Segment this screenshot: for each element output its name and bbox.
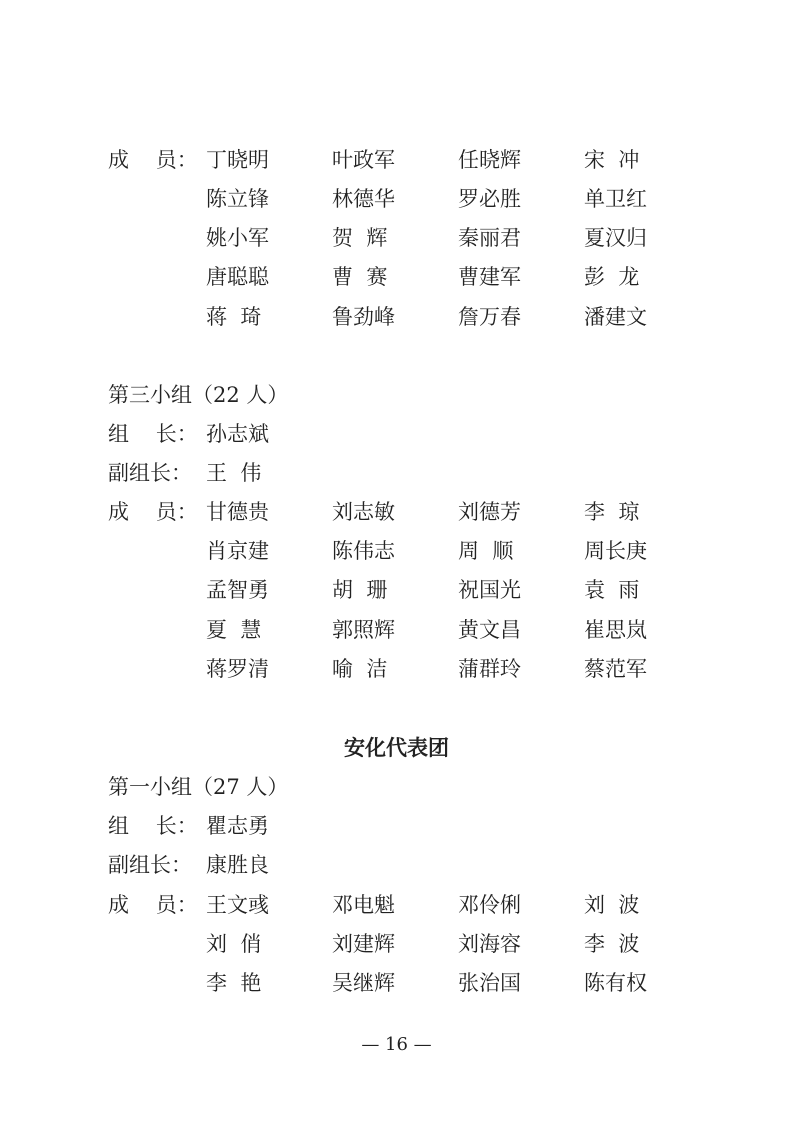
member-name: 胡 珊 (332, 578, 388, 602)
member-row (0, 257, 793, 297)
member-name: 罗必胜 (458, 187, 521, 211)
member-label: 成 员： (108, 148, 198, 172)
member-name: 单卫红 (584, 187, 647, 211)
member-name: 潘建文 (584, 305, 647, 329)
leader-name: 瞿志勇 (206, 814, 269, 838)
member-name: 张治国 (458, 971, 521, 995)
page-number: — 16 — (361, 1034, 432, 1055)
member-row (0, 924, 793, 964)
member-name: 崔思岚 (584, 618, 647, 642)
deputy-label: 副组长： (108, 853, 192, 877)
member-row (0, 570, 793, 610)
member-name: 刘 俏 (206, 932, 262, 956)
member-name: 鲁劲峰 (332, 305, 395, 329)
member-name: 袁 雨 (584, 578, 640, 602)
member-name: 唐聪聪 (206, 265, 269, 289)
member-name: 叶政军 (332, 148, 395, 172)
deputy-row (0, 453, 793, 493)
member-name: 邓伶俐 (458, 893, 521, 917)
member-name: 邓电魁 (332, 893, 395, 917)
member-name: 陈有权 (584, 971, 647, 995)
member-name: 蔡范军 (584, 657, 647, 681)
member-name: 孟智勇 (206, 578, 269, 602)
member-name: 丁晓明 (206, 148, 269, 172)
member-name: 黄文昌 (458, 618, 521, 642)
member-name: 肖京建 (206, 539, 269, 563)
deputy-label: 副组长： (108, 461, 192, 485)
member-name: 陈立锋 (206, 187, 269, 211)
group-heading: 第三小组（22 人） (108, 383, 289, 407)
member-name: 王文彧 (206, 893, 269, 917)
member-name: 曹建军 (458, 265, 521, 289)
member-name: 李 波 (584, 932, 640, 956)
member-row (0, 531, 793, 571)
member-name: 喻 洁 (332, 657, 388, 681)
leader-row (0, 806, 793, 846)
member-row (0, 610, 793, 650)
deputy-row (0, 845, 793, 885)
member-row (0, 492, 793, 532)
member-name: 祝国光 (458, 578, 521, 602)
member-name: 吴继辉 (332, 971, 395, 995)
member-name: 周长庚 (584, 539, 647, 563)
member-label: 成 员： (108, 500, 198, 524)
leader-name: 孙志斌 (206, 422, 269, 446)
member-row (0, 885, 793, 925)
member-name: 刘建辉 (332, 932, 395, 956)
member-name: 李 艳 (206, 971, 262, 995)
member-name: 刘海容 (458, 932, 521, 956)
member-row (0, 297, 793, 337)
member-name: 彭 龙 (584, 265, 640, 289)
leader-label: 组 长： (108, 422, 198, 446)
member-name: 刘德芳 (458, 500, 521, 524)
member-name: 林德华 (332, 187, 395, 211)
member-row (0, 218, 793, 258)
delegation-title: 安化代表团 (344, 736, 449, 760)
member-name: 詹万春 (458, 305, 521, 329)
member-name: 李 琼 (584, 500, 640, 524)
member-row (0, 179, 793, 219)
member-name: 甘德贵 (206, 500, 269, 524)
member-name: 夏汉归 (584, 226, 647, 250)
leader-label: 组 长： (108, 814, 198, 838)
member-name: 蒋 琦 (206, 305, 262, 329)
member-name: 姚小军 (206, 226, 269, 250)
member-name: 蒋罗清 (206, 657, 269, 681)
member-row (0, 963, 793, 1003)
group-heading: 第一小组（27 人） (108, 775, 289, 799)
member-name: 曹 赛 (332, 265, 388, 289)
member-name: 刘志敏 (332, 500, 395, 524)
deputy-name: 王 伟 (206, 461, 262, 485)
member-name: 陈伟志 (332, 539, 395, 563)
member-name: 夏 慧 (206, 618, 262, 642)
member-name: 宋 冲 (584, 148, 640, 172)
member-name: 贺 辉 (332, 226, 388, 250)
member-label: 成 员： (108, 893, 198, 917)
member-name: 蒲群玲 (458, 657, 521, 681)
member-name: 秦丽君 (458, 226, 521, 250)
member-name: 周 顺 (458, 539, 514, 563)
member-row (0, 140, 793, 180)
member-row (0, 649, 793, 689)
deputy-name: 康胜良 (206, 853, 269, 877)
member-name: 任晓辉 (458, 148, 521, 172)
member-name: 刘 波 (584, 893, 640, 917)
member-name: 郭照辉 (332, 618, 395, 642)
leader-row (0, 414, 793, 454)
